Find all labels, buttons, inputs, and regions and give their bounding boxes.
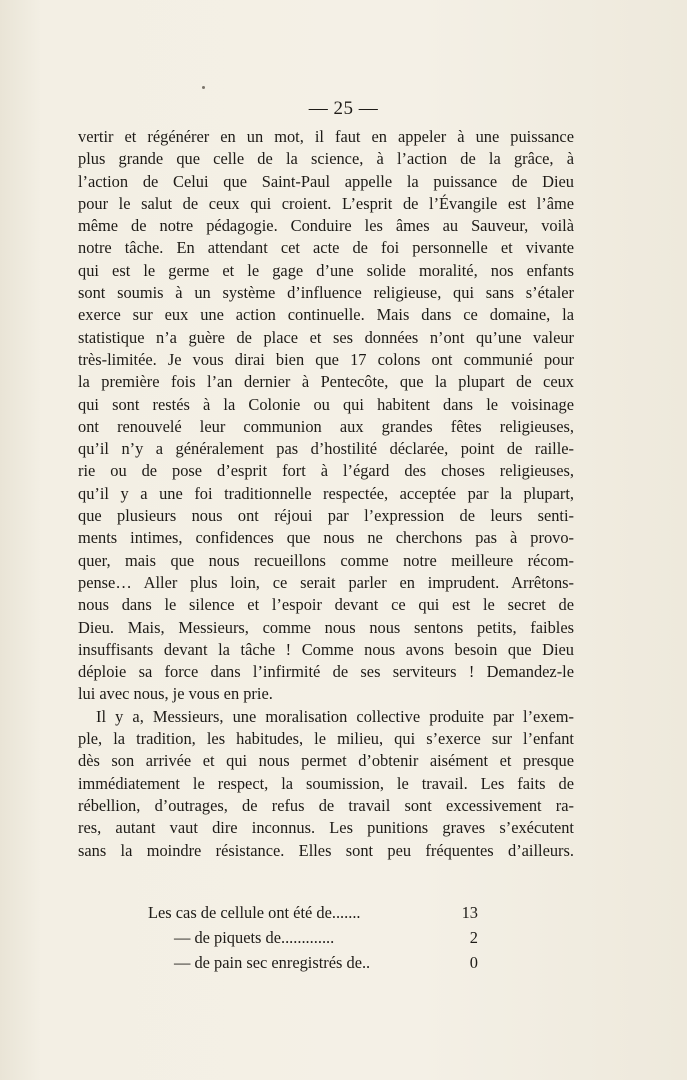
text-line: qu’il y a une foi traditionnelle respectée, acceptée par la plupart, [78,483,574,503]
text-line: que plusieurs nous ont réjoui par l’expression de leurs senti- [78,506,574,526]
stat-value: 2 [469,928,478,947]
text-line: ont renouvelé leur communion aux grandes fêtes religieuses, [78,416,574,436]
stat-value: 0 [469,953,478,972]
text-line: plus grande que celle de la science, à l’action de la grâce, à [78,149,574,169]
page-number-header: — 25 — [308,98,379,119]
text-line: notre tâche. En attendant cet acte de foi personnelle et vivante [78,238,574,258]
text-line: même de notre pédagogie. Conduire les âmes au Sauveur, voilà [78,216,574,236]
stat-label: — de pain sec enregistrés de.. [174,953,371,972]
text-line: statistique n’a guère de place et ses données n’ont qu’une valeur [78,327,574,347]
ink-speck [202,86,205,89]
paragraph-2 [78,706,574,862]
stat-row-cellule [148,900,478,925]
text-line: qui sont restés à la Colonie ou qui habitent dans le voisinage [78,394,574,414]
stat-value: 13 [461,903,478,922]
text-line: l’action de Celui que Saint-Paul appelle la puissance de Dieu [78,171,574,191]
text-line: ments intimes, confidences que nous ne cherchons pas à provo- [78,528,574,548]
text-line: qui est le germe et le gage d’une solide moralité, nos enfants [78,260,574,280]
stat-row-piquets [148,925,478,950]
text-line: vertir et régénérer en un mot, il faut en appeler à une puissance [78,127,574,146]
paragraph-1 [78,126,574,706]
text-line: Dieu. Mais, Messieurs, comme nous nous sentons petits, faibles [78,617,574,637]
text-line: exerce sur eux une action continuelle. Mais dans ce domaine, la [78,305,574,325]
text-line: qu’il n’y a généralement pas d’hostilité déclarée, point de raille- [78,439,574,459]
text-line: Il y a, Messieurs, une moralisation collective produite par l’exem- [96,706,574,726]
stat-row-pain-sec [148,950,478,975]
text-line: pense… Aller plus loin, ce serait parler en imprudent. Arrêtons- [78,572,574,592]
text-line: quer, mais que nous recueillons comme notre meilleure récom- [78,550,574,570]
text-line: insuffisants devant la tâche ! Comme nous avons besoin que Dieu [78,639,574,659]
text-line: ple, la tradition, les habitudes, le milieu, qui s’exerce sur l’enfant [78,729,574,749]
text-line: la première fois l’an dernier à Pentecôte, que la plupart de ceux [78,372,574,392]
page-body [78,126,574,862]
text-line: dès son arrivée et qui nous permet d’obtenir aisément et presque [78,751,574,771]
text-line: pour le salut de ceux qui croient. L’esprit de l’Évangile est l’âme [78,193,574,213]
text-line: res, autant vaut dire inconnus. Les punitions graves s’exécutent [78,818,574,838]
text-line: immédiatement le respect, la soumission, le travail. Les faits de [78,773,574,793]
text-line: sans la moindre résistance. Elles sont peu fréquentes d’ailleurs. [78,840,574,860]
text-line: nous dans le silence et l’espoir devant ce qui est le secret de [78,595,574,615]
text-line: lui avec nous, je vous en prie. [78,684,273,704]
text-line: très-limitée. Je vous dirai bien que 17 colons ont communié pour [78,349,574,369]
text-line: rébellion, d’outrages, de refus de travail sont excessivement ra- [78,795,574,815]
stat-label: Les cas de cellule ont été de....... [148,903,361,922]
text-line: déploie sa force dans l’infirmité de ses serviteurs ! Demandez-le [78,662,574,682]
punishment-statistics [148,900,478,975]
stat-label: — de piquets de............. [174,928,335,947]
text-line: rie ou de pose d’esprit fort à l’égard des choses religieuses, [78,461,574,481]
text-line: sont soumis à un système d’influence religieuse, qui sans s’étaler [78,283,574,303]
